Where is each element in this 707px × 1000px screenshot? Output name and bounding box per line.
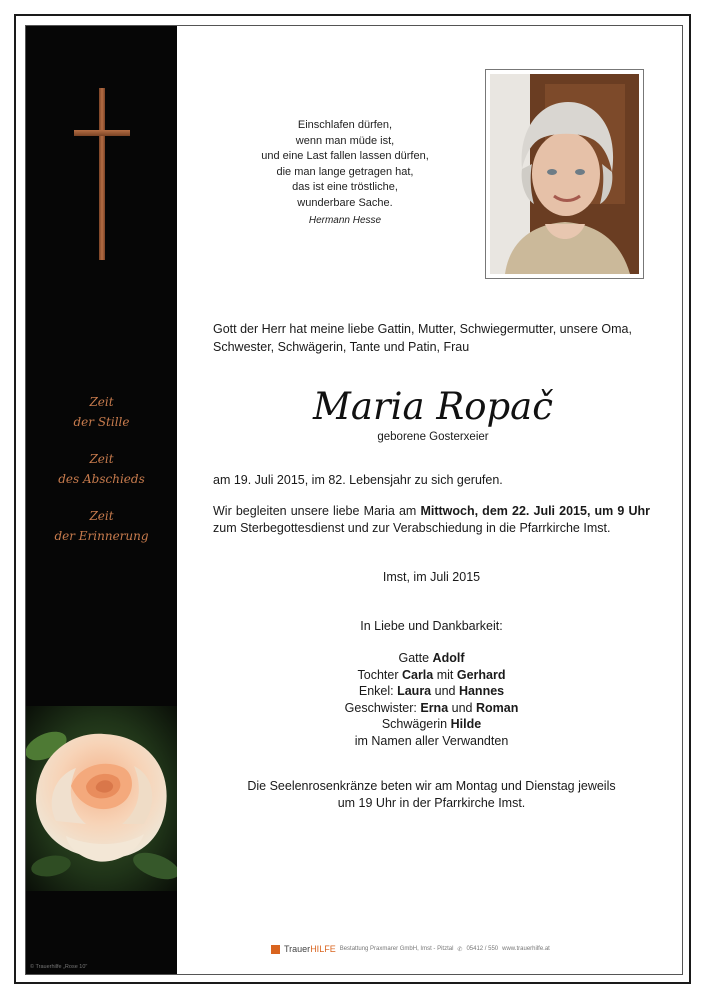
footer-phone: 05412 / 550 [466, 946, 499, 952]
portrait-image [490, 74, 639, 274]
footer [271, 941, 601, 957]
mourner-name: Laura [397, 684, 432, 698]
mourner-name: Hannes [458, 684, 505, 698]
portrait-photo [485, 69, 644, 279]
poem-quote [240, 118, 450, 229]
sidebar [26, 26, 177, 974]
copyright: © Trauerhilfe „Rose 10" [30, 964, 88, 970]
intro-line: Schwester, Schwägerin, Tante und Patin, Frau [213, 340, 470, 354]
mourner-name: Erna [420, 700, 449, 715]
mourner-line: Tochter Carla mit Gerhard [357, 667, 506, 682]
poem-line: und eine Last fallen lassen dürfen, [261, 150, 429, 162]
footer-url[interactable]: www.trauerhilfe.at [502, 946, 550, 952]
time-block-memory [26, 506, 177, 546]
mourner-name: Roman [475, 700, 519, 715]
funeral-post: zum Sterbegottesdienst und zur Verabschiedung in die Pfarrkirche Imst. [213, 521, 611, 535]
funeral-datetime: Mittwoch, dem 22. Juli 2015, um 9 Uhr [420, 504, 650, 518]
mourner-line: Geschwister: Erna und Roman [344, 700, 519, 715]
poem-author: Hermann Hesse [308, 215, 382, 226]
death-statement: am 19. Juli 2015, im 82. Lebensjahr zu sich gerufen. [213, 473, 503, 487]
time-phrase: der Erinnerung [54, 529, 149, 543]
time-word: Zeit [89, 395, 114, 409]
rosary-line: Die Seelenrosenkränze beten wir am Montag und Dienstag jeweils [247, 779, 616, 793]
time-phrase: des Abschieds [58, 472, 145, 486]
poem-line: das ist eine tröstliche, [292, 181, 398, 193]
mourner-line: Enkel: Laura und Hannes [358, 684, 505, 698]
rosary-notice [213, 778, 650, 811]
mourner-name: Hilde [450, 717, 482, 731]
time-phrase: der Stille [73, 415, 130, 429]
cross-icon [74, 88, 130, 260]
mourner-name: Adolf [432, 651, 465, 665]
rose-image [26, 706, 177, 891]
poem-line: die man lange getragen hat, [276, 165, 414, 178]
maiden-name: geborene Gosterxeier [377, 431, 489, 443]
time-block-farewell [26, 449, 177, 489]
phone-icon: ✆ [457, 946, 463, 953]
funeral-details [213, 503, 650, 537]
mourners-list [213, 650, 650, 749]
time-word: Zeit [89, 509, 114, 523]
mourner-line: im Namen aller Verwandten [354, 733, 509, 748]
time-block-silence [26, 392, 177, 432]
time-word: Zeit [89, 452, 114, 466]
place-date: Imst, im Juli 2015 [382, 570, 481, 584]
announcement-intro [213, 320, 653, 356]
brand-name: TrauerHILFE [284, 944, 336, 954]
poem-line: Einschlafen dürfen, [297, 119, 393, 131]
rosary-line: um 19 Uhr in der Pfarrkirche Imst. [337, 795, 526, 810]
funeral-pre: Wir begleiten unsere liebe Maria am [213, 504, 421, 518]
intro-line: Gott der Herr hat meine liebe Gattin, Mutter, Schwiegermutter, unsere Oma, [213, 322, 632, 336]
poem-line: wenn man müde ist, [295, 134, 395, 147]
poem-line: wunderbare Sache. [297, 196, 393, 209]
mourner-name: Gerhard [456, 667, 506, 682]
deceased-name: Maria Ropač [313, 385, 553, 428]
mourner-name: Carla [401, 667, 434, 682]
mourner-line: Schwägerin Hilde [381, 717, 482, 731]
funeral-company: Bestattung Praxmarer GmbH, Imst - Pitztal [339, 946, 454, 952]
gratitude-heading: In Liebe und Dankbarkeit: [360, 619, 503, 633]
trauerhilfe-logo-icon [271, 945, 280, 954]
mourner-line: Gatte Adolf [398, 651, 465, 665]
